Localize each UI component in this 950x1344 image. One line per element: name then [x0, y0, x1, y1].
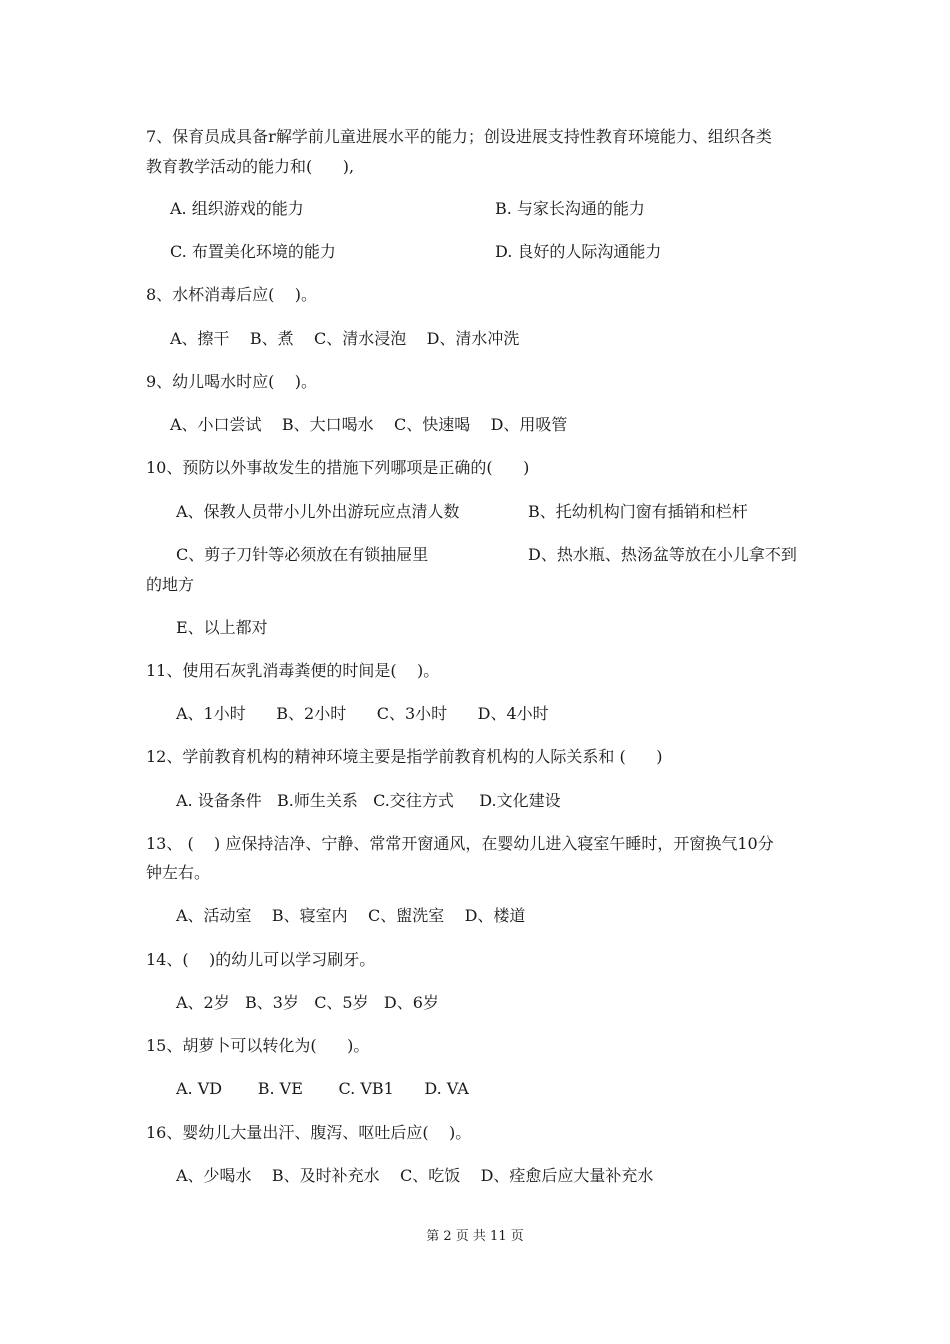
q10-stem: 10、预防以外事故发生的措施下列哪项是正确的( ) [146, 458, 530, 477]
q15-options: A. VD B. VE C. VB1 D. VA [176, 1079, 469, 1098]
q8-options: A、擦干 B、煮 C、清水浸泡 D、清水冲洗 [170, 329, 520, 348]
q14-stem: 14、( )的幼儿可以学习刷牙。 [146, 950, 376, 969]
q8-stem: 8、水杯消毒后应( )。 [146, 285, 318, 304]
q16-stem: 16、婴幼儿大量出汗、腹泻、呕吐后应( )。 [146, 1123, 472, 1142]
q14-options: A、2岁 B、3岁 C、5岁 D、6岁 [176, 993, 439, 1012]
q7-stem-line1: 7、保育员成具备r解学前儿童进展水平的能力；创设进展支持性教育环境能力、组织各类 [146, 127, 772, 146]
q12-stem: 12、学前教育机构的精神环境主要是指学前教育机构的人际关系和 ( ) [146, 747, 663, 766]
q16-options: A、少喝水 B、及时补充水 C、吃饭 D、痊愈后应大量补充水 [176, 1166, 654, 1185]
q7-option-c: C. 布置美化环境的能力 [170, 242, 336, 261]
q7-option-b: B. 与家长沟通的能力 [495, 199, 645, 218]
page-footer: 第 2 页 共 11 页 [426, 1229, 524, 1244]
q10-option-c: C、剪子刀针等必须放在有锁抽屉里 [176, 545, 429, 564]
q12-options: A. 设备条件 B.师生关系 C.交往方式 D.文化建设 [176, 791, 561, 810]
q13-options: A、活动室 B、寝室内 C、盥洗室 D、楼道 [176, 906, 526, 925]
q9-stem: 9、幼儿喝水时应( )。 [146, 372, 318, 391]
q13-stem-line1: 13、 ( ) 应保持洁净、宁静、常常开窗通风，在婴幼儿进入寝室午睡时，开窗换气10分 [146, 834, 774, 853]
q13-stem-line2: 钟左右。 [146, 863, 211, 882]
q7-stem-line2: 教育教学活动的能力和( ), [146, 157, 355, 176]
q15-stem: 15、胡萝卜可以转化为( )。 [146, 1036, 370, 1055]
q10-option-a: A、保教人员带小儿外出游玩应点清人数 [176, 502, 460, 521]
q10-option-d-continued: 的地方 [146, 575, 195, 594]
q7-option-a: A. 组织游戏的能力 [170, 199, 304, 218]
q11-options: A、1小时 B、2小时 C、3小时 D、4小时 [176, 704, 549, 723]
q11-stem: 11、使用石灰乳消毒粪便的时间是( )。 [146, 661, 440, 680]
q10-option-e: E、以上都对 [176, 618, 268, 637]
q7-option-d: D. 良好的人际沟通能力 [495, 242, 662, 261]
q10-option-b: B、托幼机构门窗有插销和栏杆 [528, 502, 748, 521]
q9-options: A、小口尝试 B、大口喝水 C、快速喝 D、用吸管 [170, 415, 568, 434]
q10-option-d: D、热水瓶、热汤盆等放在小儿拿不到 [528, 545, 797, 564]
